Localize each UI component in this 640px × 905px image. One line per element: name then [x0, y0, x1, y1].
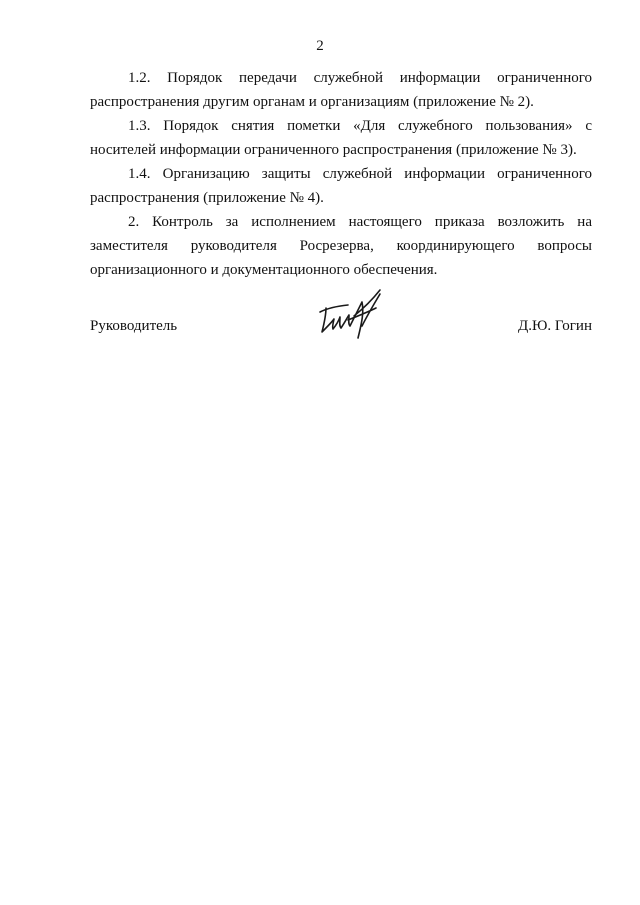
- signer-title: Руководитель: [90, 318, 178, 334]
- handwritten-signature: [318, 286, 398, 344]
- paragraph-1-4: 1.4. Организацию защиты служебной информации ограниченного распространения (приложение № 4).: [90, 166, 592, 206]
- paragraph-2: 2. Контроль за исполнением настоящего приказа возложить на заместителя руководителя Росрезерва, координирующего вопросы организационного и документационного обеспечения.: [90, 214, 592, 278]
- page-number: 2: [316, 38, 324, 54]
- signer-name: Д.Ю. Гогин: [518, 318, 592, 334]
- document-body: [90, 66, 592, 282]
- paragraph-1-2: 1.2. Порядок передачи служебной информации ограниченного распространения другим органам и организациям (приложение № 2).: [90, 70, 592, 110]
- paragraph-1-3: 1.3. Порядок снятия пометки «Для служебного пользования» с носителей информации ограниченного распространения (приложение № 3).: [90, 118, 592, 158]
